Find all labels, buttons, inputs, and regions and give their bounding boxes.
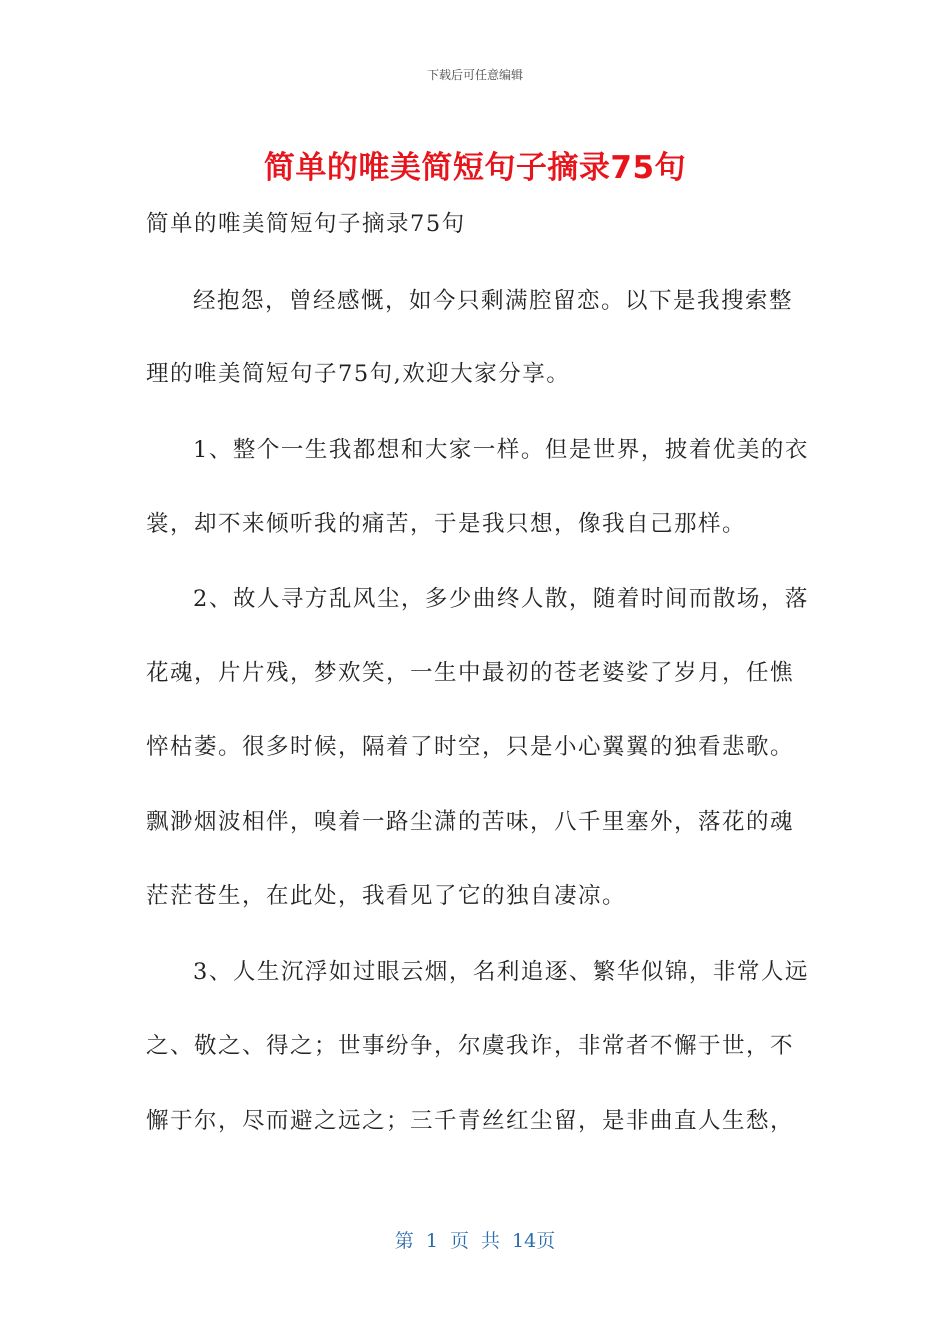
paragraph-line: 理的唯美简短句子75句,欢迎大家分享。 (146, 361, 571, 387)
document-title: 简单的唯美简短句子摘录75句 (263, 150, 687, 186)
paragraph-line: 飘渺烟波相伴，嗅着一路尘潇的苦味，八千里塞外，落花的魂 (146, 809, 795, 835)
paragraph-line: 裳，却不来倾听我的痛苦，于是我只想，像我自己那样。 (146, 511, 747, 537)
paragraph-line: 茫茫苍生，在此处，我看见了它的独自凄凉。 (146, 883, 627, 909)
page-number: 第 1 页 共 14页 (394, 1230, 556, 1252)
paragraph-line: 之、敬之、得之；世事纷争，尔虞我诈，非常者不懈于世，不 (146, 1033, 795, 1059)
paragraph-line: 1、整个一生我都想和大家一样。但是世界，披着优美的衣 (193, 437, 809, 463)
paragraph-line: 懈于尔，尽而避之远之；三千青丝红尘留，是非曲直人生愁， (146, 1108, 795, 1134)
paragraph-line: 经抱怨，曾经感慨，如今只剩满腔留恋。以下是我搜索整 (193, 288, 794, 314)
subtitle-line: 简单的唯美简短句子摘录75句 (146, 211, 466, 237)
paragraph-line: 3、人生沉浮如过眼云烟，名利追逐、繁华似锦，非常人远 (193, 959, 809, 985)
download-note: 下载后可任意编辑 (426, 68, 523, 82)
paragraph-line: 悴枯萎。很多时候，隔着了时空，只是小心翼翼的独看悲歌。 (146, 734, 795, 760)
paragraph-line: 2、故人寻方乱风尘，多少曲终人散，随着时间而散场，落 (193, 586, 809, 612)
paragraph-line: 花魂，片片残，梦欢笑，一生中最初的苍老婆娑了岁月，任憔 (146, 660, 795, 686)
